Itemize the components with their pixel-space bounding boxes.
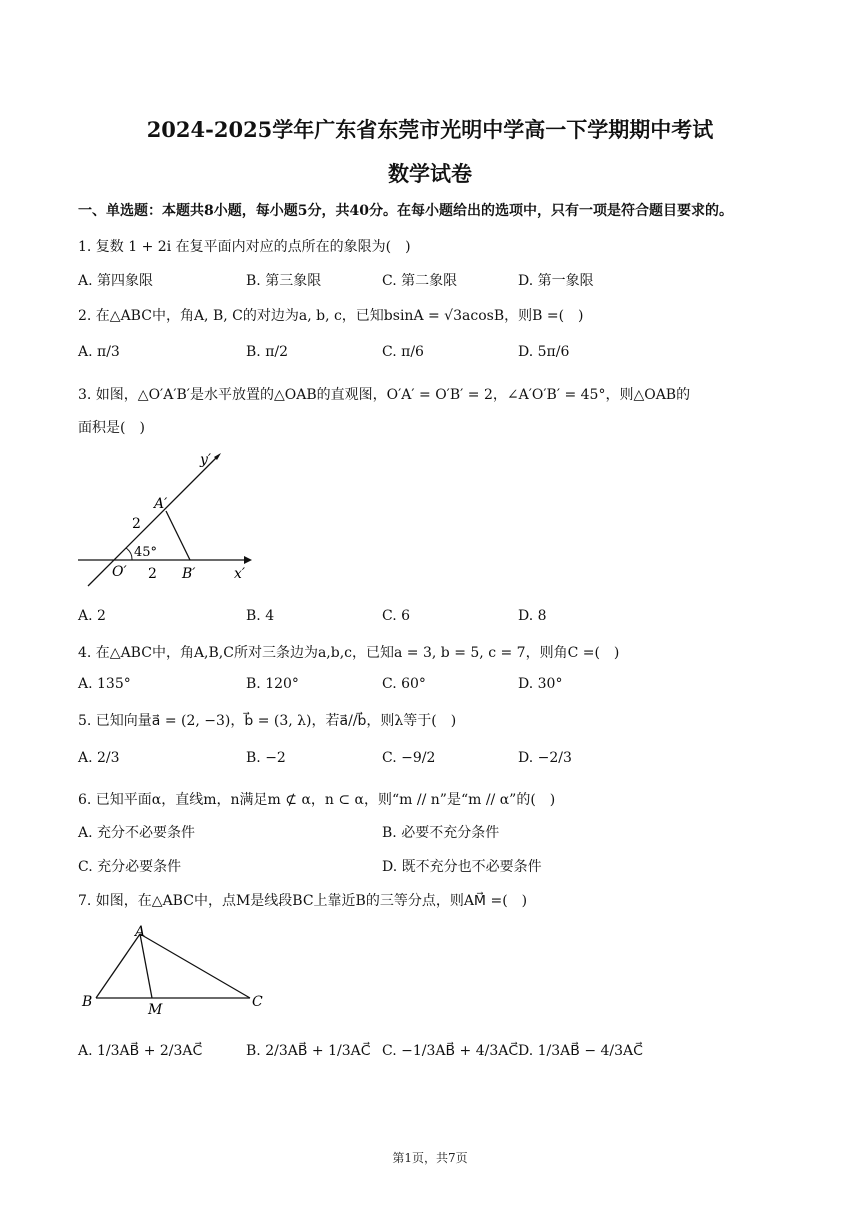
- q6-option-c: C. 充分必要条件: [78, 859, 182, 875]
- question-6-stem: 6. 已知平面α，直线m，n满足m ⊄ α，n ⊂ α，则“m // n”是“m // α”的( ): [78, 792, 556, 808]
- angle-label: 45°: [134, 545, 158, 560]
- q1-option-b: B. 第三象限: [246, 273, 322, 289]
- exam-subtitle: 数学试卷: [388, 161, 472, 186]
- q4-option-c: C. 60°: [382, 676, 426, 692]
- q6-option-d: D. 既不充分也不必要条件: [382, 859, 542, 875]
- q7-option-b: B. 2/3AB⃗ + 1/3AC⃗: [246, 1043, 371, 1059]
- q1-option-a: A. 第四象限: [78, 273, 154, 289]
- q7-option-d: D. 1/3AB⃗ − 4/3AC⃗: [518, 1043, 643, 1059]
- q1-option-d: D. 第一象限: [518, 273, 594, 289]
- question-3-stem-line1: 3. 如图，△O′A′B′是水平放置的△OAB的直观图，O′A′ = O′B′ = 2，∠A′O′B′ = 45°，则△OAB的: [78, 387, 691, 403]
- q3-option-a: A. 2: [78, 608, 106, 624]
- vertex-b-label: B: [82, 994, 93, 1010]
- q4-option-a: A. 135°: [78, 676, 131, 692]
- q2-option-d: D. 5π/6: [518, 344, 570, 360]
- q5-option-b: B. −2: [246, 750, 286, 766]
- oa-length-label: 2: [132, 516, 141, 532]
- question-7-stem: 7. 如图，在△ABC中，点M是线段BC上靠近B的三等分点，则AM⃗ =( ): [78, 893, 528, 909]
- q7-option-a: A. 1/3AB⃗ + 2/3AC⃗: [78, 1043, 203, 1059]
- point-b-label: B′: [182, 566, 196, 582]
- section-heading: 一、单选题：本题共8小题，每小题5分，共40分。在每小题给出的选项中，只有一项是符合题目要求的。: [78, 203, 733, 219]
- point-a-label: A′: [154, 496, 168, 512]
- q2-option-a: A. π/3: [78, 344, 120, 360]
- q1-option-c: C. 第二象限: [382, 273, 458, 289]
- question-1-stem: 1. 复数 1 + 2i 在复平面内对应的点所在的象限为( ): [78, 239, 411, 255]
- q7-option-c: C. −1/3AB⃗ + 4/3AC⃗: [382, 1043, 519, 1059]
- q3-option-c: C. 6: [382, 608, 411, 624]
- q3-option-d: D. 8: [518, 608, 547, 624]
- q4-option-d: D. 30°: [518, 676, 563, 692]
- q5-option-a: A. 2/3: [78, 750, 120, 766]
- vertex-c-label: C: [252, 994, 263, 1010]
- question-3-stem-line2: 面积是( ): [78, 420, 145, 436]
- q6-option-b: B. 必要不充分条件: [382, 825, 500, 841]
- question-5-stem: 5. 已知向量a⃗ = (2, −3)，b⃗ = (3, λ)，若a⃗//b⃗，则λ等于( ): [78, 713, 457, 729]
- x-axis-label: x′: [234, 566, 246, 582]
- point-o-label: O′: [112, 564, 127, 580]
- point-m-label: M: [148, 1002, 163, 1018]
- q5-option-c: C. −9/2: [382, 750, 436, 766]
- vertex-a-label: A: [135, 924, 146, 940]
- triangle-figure: [78, 922, 268, 1020]
- q2-option-b: B. π/2: [246, 344, 289, 360]
- q5-option-d: D. −2/3: [518, 750, 572, 766]
- question-2-stem: 2. 在△ABC中，角A, B, C的对边为a, b, c，已知bsinA = √3acosB，则B =( ): [78, 308, 584, 324]
- ob-length-label: 2: [148, 566, 157, 582]
- q3-option-b: B. 4: [246, 608, 275, 624]
- question-4-stem: 4. 在△ABC中，角A,B,C所对三条边为a,b,c，已知a = 3, b = 5, c = 7，则角C =( ): [78, 645, 620, 661]
- oblique-projection-figure: [76, 448, 256, 588]
- q6-option-a: A. 充分不必要条件: [78, 825, 196, 841]
- q4-option-b: B. 120°: [246, 676, 299, 692]
- exam-title: 2024-2025学年广东省东莞市光明中学高一下学期期中考试: [146, 117, 714, 142]
- y-axis-label: y′: [200, 452, 212, 468]
- page-footer: 第1页，共7页: [392, 1151, 468, 1165]
- q2-option-c: C. π/6: [382, 344, 424, 360]
